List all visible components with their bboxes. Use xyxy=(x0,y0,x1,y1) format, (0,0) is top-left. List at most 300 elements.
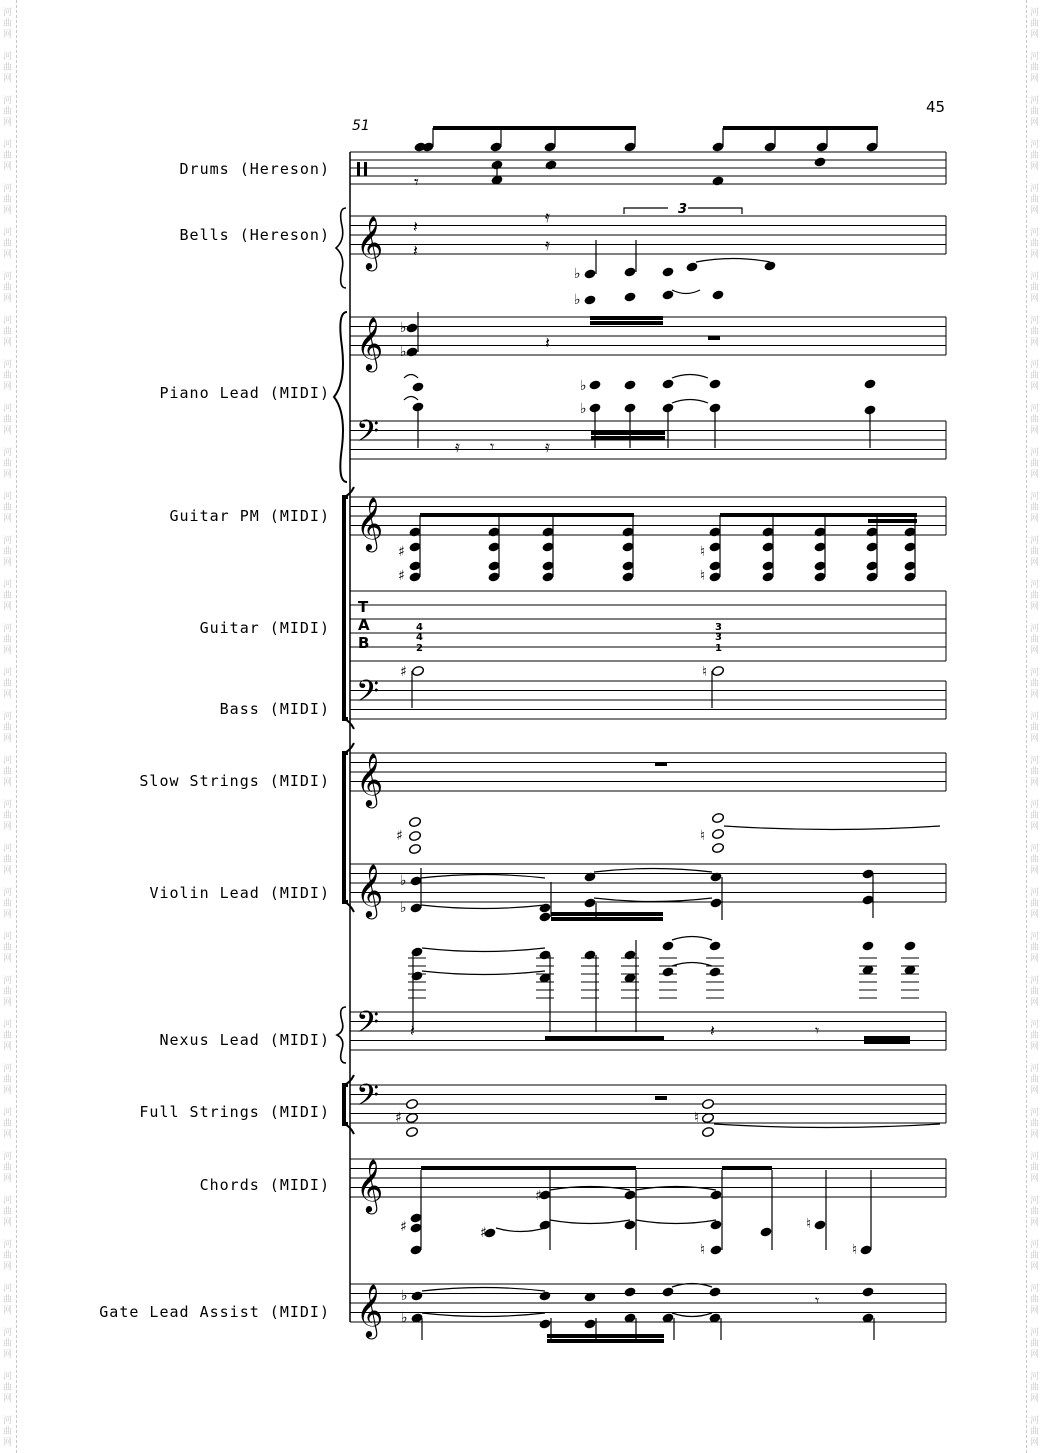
watermark-glyph: 曲 xyxy=(1030,107,1040,117)
watermark-glyph: 网 xyxy=(1030,690,1040,700)
note-beam xyxy=(868,519,917,523)
flat-icon: ♭ xyxy=(401,1310,408,1326)
watermark-glyph: 网 xyxy=(3,690,13,700)
watermark-glyph: 网 xyxy=(1030,1350,1040,1360)
quarter-rest-icon: 𝄽 xyxy=(710,1021,715,1040)
tie xyxy=(422,971,545,975)
watermark-glyph: 曲 xyxy=(3,1427,13,1437)
watermark-glyph: 曲 xyxy=(1030,327,1040,337)
watermark-glyph: 网 xyxy=(1030,206,1040,216)
watermark-glyph: 曲 xyxy=(3,1383,13,1393)
watermark-glyph: 曲 xyxy=(3,1075,13,1085)
whole-rest-icon xyxy=(655,762,667,766)
watermark-glyph: 曲 xyxy=(3,63,13,73)
watermark-glyph: 河 xyxy=(3,8,13,18)
watermark-glyph: 网 xyxy=(3,1394,13,1404)
treble-clef-icon: 𝄞 xyxy=(356,496,384,550)
watermark-glyph: 河 xyxy=(3,360,13,370)
notehead xyxy=(813,156,826,167)
note-beam xyxy=(864,1040,910,1044)
watermark-glyph: 网 xyxy=(1030,250,1040,260)
watermark-glyph: 曲 xyxy=(3,1295,13,1305)
watermark-glyph: 河 xyxy=(3,712,13,722)
watermark-glyph: 网 xyxy=(1030,558,1040,568)
instrument-label-full-strings: Full Strings (MIDI) xyxy=(139,1103,330,1121)
whole-rest-icon xyxy=(655,1096,667,1100)
note-beam xyxy=(864,1036,910,1040)
watermark-glyph: 网 xyxy=(3,426,13,436)
watermark-glyph: 网 xyxy=(3,338,13,348)
watermark-glyph: 河 xyxy=(1030,272,1040,282)
watermark-glyph: 网 xyxy=(3,382,13,392)
flat-icon: ♭ xyxy=(401,1288,408,1304)
watermark-glyph: 曲 xyxy=(1030,1075,1040,1085)
watermark-glyph: 网 xyxy=(1030,866,1040,876)
watermark-glyph: 网 xyxy=(1030,602,1040,612)
sharp-icon: ♯ xyxy=(395,1110,402,1126)
watermark-glyph: 河 xyxy=(1030,580,1040,590)
watermark-glyph: 河 xyxy=(3,932,13,942)
notehead xyxy=(588,379,601,390)
bass-clef-icon: 𝄢 xyxy=(356,415,380,456)
watermark-glyph: 曲 xyxy=(3,1163,13,1173)
watermark-glyph: 曲 xyxy=(1030,283,1040,293)
watermark-glyph: 曲 xyxy=(3,19,13,29)
instrument-label-chords: Chords (MIDI) xyxy=(199,1176,330,1194)
watermark-glyph: 网 xyxy=(3,206,13,216)
watermark-glyph: 曲 xyxy=(3,107,13,117)
tie xyxy=(594,869,712,873)
watermark-glyph: 曲 xyxy=(3,239,13,249)
tab-letter-a: A xyxy=(358,616,370,634)
watermark-glyph: 曲 xyxy=(1030,679,1040,689)
tie xyxy=(696,259,770,263)
watermark-glyph: 曲 xyxy=(3,1251,13,1261)
watermark-glyph: 曲 xyxy=(3,459,13,469)
eighth-rest-icon: 𝄾 xyxy=(815,1291,820,1310)
watermark-glyph: 曲 xyxy=(1030,1031,1040,1041)
notehead xyxy=(701,1098,714,1109)
notehead xyxy=(863,378,876,389)
notehead xyxy=(405,346,418,357)
sharp-icon: ♯ xyxy=(396,828,403,844)
watermark-glyph: 河 xyxy=(1030,1240,1040,1250)
watermark-glyph: 河 xyxy=(3,624,13,634)
watermark-glyph: 曲 xyxy=(3,1119,13,1129)
watermark-glyph: 河 xyxy=(3,1064,13,1074)
tie xyxy=(636,1220,716,1224)
sharp-icon: ♯ xyxy=(480,1225,487,1241)
notehead xyxy=(583,949,596,960)
watermark-glyph: 网 xyxy=(1030,1042,1040,1052)
notehead xyxy=(708,940,721,951)
watermark-glyph: 曲 xyxy=(1030,1383,1040,1393)
watermark-glyph: 曲 xyxy=(3,1207,13,1217)
watermark-glyph: 曲 xyxy=(1030,767,1040,777)
tie xyxy=(672,375,708,379)
watermark-glyph: 河 xyxy=(3,580,13,590)
watermark-glyph: 网 xyxy=(3,1262,13,1272)
notehead xyxy=(623,949,636,960)
watermark-glyph: 网 xyxy=(3,1042,13,1052)
treble-clef-icon: 𝄞 xyxy=(356,863,384,917)
flat-icon: ♭ xyxy=(580,401,587,417)
instrument-label-slow-strings: Slow Strings (MIDI) xyxy=(139,772,330,790)
watermark-glyph: 网 xyxy=(1030,294,1040,304)
instrument-label-piano: Piano Lead (MIDI) xyxy=(159,384,330,402)
watermark-glyph: 河 xyxy=(1030,8,1040,18)
watermark-glyph: 河 xyxy=(1030,404,1040,414)
watermark-glyph: 河 xyxy=(1030,536,1040,546)
watermark-glyph: 曲 xyxy=(3,635,13,645)
watermark-glyph: 网 xyxy=(1030,426,1040,436)
watermark-glyph: 曲 xyxy=(1030,811,1040,821)
notehead xyxy=(813,1219,826,1230)
treble-clef-icon: 𝄞 xyxy=(356,316,384,370)
natural-icon: ♮ xyxy=(852,1242,858,1258)
watermark-glyph: 河 xyxy=(1030,624,1040,634)
watermark-glyph: 网 xyxy=(3,74,13,84)
watermark-glyph: 河 xyxy=(3,184,13,194)
watermark-glyph: 河 xyxy=(1030,448,1040,458)
watermark-glyph: 曲 xyxy=(3,767,13,777)
notehead xyxy=(623,266,636,277)
instrument-label-bass: Bass (MIDI) xyxy=(219,700,330,718)
notehead xyxy=(661,378,674,389)
watermark-glyph: 河 xyxy=(1030,1328,1040,1338)
watermark-glyph: 网 xyxy=(3,30,13,40)
tie xyxy=(422,948,545,952)
watermark-glyph: 网 xyxy=(1030,778,1040,788)
watermark-glyph: 河 xyxy=(1030,844,1040,854)
notehead xyxy=(405,1126,418,1137)
watermark-glyph: 曲 xyxy=(1030,239,1040,249)
watermark-glyph: 河 xyxy=(1030,668,1040,678)
watermark-glyph: 曲 xyxy=(3,679,13,689)
watermark-glyph: 网 xyxy=(3,558,13,568)
percussion-clef-icon xyxy=(357,162,360,176)
notehead xyxy=(661,940,674,951)
instrument-label-bells: Bells (Hereson) xyxy=(179,226,330,244)
watermark-glyph: 网 xyxy=(1030,338,1040,348)
watermark-glyph: 曲 xyxy=(3,195,13,205)
sixteenth-rest-icon: 𝄿 xyxy=(545,207,550,226)
quarter-rest-icon: 𝄽 xyxy=(413,241,418,260)
watermark-glyph: 网 xyxy=(1030,954,1040,964)
notehead xyxy=(685,261,698,272)
notehead xyxy=(708,378,721,389)
natural-icon: ♮ xyxy=(700,544,706,560)
watermark-glyph: 河 xyxy=(3,96,13,106)
watermark-glyph: 曲 xyxy=(1030,1119,1040,1129)
notehead xyxy=(408,843,421,854)
watermark-glyph: 网 xyxy=(3,822,13,832)
natural-icon: ♮ xyxy=(700,828,706,844)
watermark-glyph: 网 xyxy=(3,1218,13,1228)
watermark-glyph: 网 xyxy=(3,1306,13,1316)
watermark-glyph: 网 xyxy=(1030,1438,1040,1448)
watermark-glyph: 网 xyxy=(1030,998,1040,1008)
watermark-glyph: 河 xyxy=(1030,96,1040,106)
watermark-glyph: 曲 xyxy=(3,723,13,733)
watermark-glyph: 网 xyxy=(1030,822,1040,832)
brace-piano xyxy=(334,312,347,482)
natural-icon: ♮ xyxy=(806,1216,812,1232)
watermark-glyph: 网 xyxy=(1030,734,1040,744)
watermark-glyph: 网 xyxy=(1030,1306,1040,1316)
watermark-glyph: 网 xyxy=(3,866,13,876)
instrument-label-drums: Drums (Hereson) xyxy=(179,160,330,178)
natural-icon: ♮ xyxy=(694,1110,700,1126)
watermark-glyph: 网 xyxy=(3,294,13,304)
notehead xyxy=(709,1189,722,1200)
notehead xyxy=(861,940,874,951)
watermark-glyph: 网 xyxy=(3,1086,13,1096)
watermark-glyph: 网 xyxy=(1030,646,1040,656)
watermark-glyph: 河 xyxy=(3,1416,13,1426)
note-beam xyxy=(723,126,878,130)
notehead xyxy=(411,381,424,392)
watermark-glyph: 网 xyxy=(3,778,13,788)
eighth-rest-icon: 𝄾 xyxy=(414,172,419,193)
notehead xyxy=(661,289,674,300)
watermark-glyph: 河 xyxy=(3,228,13,238)
watermark-glyph: 河 xyxy=(1030,1064,1040,1074)
note-beam xyxy=(433,126,636,130)
watermark-glyph: 网 xyxy=(1030,1394,1040,1404)
watermark-glyph: 曲 xyxy=(3,899,13,909)
tie xyxy=(404,397,418,401)
sharp-icon: ♯ xyxy=(400,664,407,680)
notehead xyxy=(405,1112,418,1123)
tie xyxy=(672,1313,712,1317)
notehead xyxy=(903,940,916,951)
tie xyxy=(672,400,708,404)
watermark-glyph: 河 xyxy=(3,976,13,986)
watermark-glyph: 网 xyxy=(1030,470,1040,480)
watermark-glyph: 曲 xyxy=(3,371,13,381)
watermark-glyph: 河 xyxy=(1030,52,1040,62)
watermark-glyph: 网 xyxy=(1030,1086,1040,1096)
brace-nexus xyxy=(337,1007,346,1063)
notehead xyxy=(411,665,424,676)
watermark-glyph: 曲 xyxy=(1030,943,1040,953)
brace-bells xyxy=(336,208,346,288)
tie xyxy=(422,1313,545,1317)
watermark-glyph: 河 xyxy=(1030,800,1040,810)
flat-icon: ♭ xyxy=(400,320,407,336)
instrument-label-guitar-pm: Guitar PM (MIDI) xyxy=(169,507,330,525)
notehead xyxy=(711,828,724,839)
watermark-glyph: 曲 xyxy=(3,1339,13,1349)
sharp-icon: ♯ xyxy=(398,544,405,560)
measure-number: 51 xyxy=(352,118,370,134)
bass-clef-icon: 𝄢 xyxy=(356,1079,380,1120)
watermark-glyph: 河 xyxy=(1030,756,1040,766)
quarter-rest-icon: 𝄽 xyxy=(413,217,418,236)
notehead xyxy=(623,1189,636,1200)
note-beam xyxy=(547,1334,664,1338)
treble-clef-icon: 𝄞 xyxy=(356,1158,384,1212)
notehead xyxy=(623,379,636,390)
quarter-rest-icon: 𝄽 xyxy=(410,1021,415,1040)
notehead xyxy=(708,966,721,977)
watermark-glyph: 网 xyxy=(1030,1174,1040,1184)
watermark-glyph: 曲 xyxy=(1030,547,1040,557)
watermark-glyph: 河 xyxy=(1030,184,1040,194)
watermark-glyph: 网 xyxy=(1030,1262,1040,1272)
watermark-glyph: 河 xyxy=(3,536,13,546)
notehead xyxy=(861,1286,874,1297)
eighth-rest-icon: 𝄾 xyxy=(490,437,495,456)
treble-clef-icon: 𝄞 xyxy=(356,215,384,269)
watermark-glyph: 曲 xyxy=(1030,987,1040,997)
notehead xyxy=(408,816,421,827)
watermark-glyph: 河 xyxy=(3,844,13,854)
watermark-glyph: 河 xyxy=(3,1196,13,1206)
tie xyxy=(672,963,712,967)
natural-icon: ♮ xyxy=(702,664,708,680)
notehead xyxy=(701,1126,714,1137)
bass-clef-icon: 𝄢 xyxy=(356,675,380,716)
notehead xyxy=(759,1226,772,1237)
notehead xyxy=(711,289,724,300)
watermark-glyph: 网 xyxy=(3,1350,13,1360)
watermark-glyph: 网 xyxy=(1030,74,1040,84)
tab-letter-b: B xyxy=(358,634,370,652)
notehead xyxy=(583,1318,596,1329)
watermark-glyph: 曲 xyxy=(1030,899,1040,909)
note-beam xyxy=(421,1166,636,1170)
watermark-glyph: 河 xyxy=(1030,360,1040,370)
sharp-icon: ♯ xyxy=(398,568,405,584)
group-bracket xyxy=(344,753,348,902)
watermark-glyph: 河 xyxy=(3,668,13,678)
watermark-glyph: 曲 xyxy=(1030,1295,1040,1305)
watermark-glyph: 曲 xyxy=(1030,195,1040,205)
watermark-glyph: 网 xyxy=(3,954,13,964)
watermark-glyph: 河 xyxy=(1030,316,1040,326)
watermark-glyph: 曲 xyxy=(1030,1251,1040,1261)
watermark-glyph: 网 xyxy=(3,118,13,128)
watermark-glyph: 网 xyxy=(1030,382,1040,392)
watermark-glyph: 河 xyxy=(1030,1284,1040,1294)
notehead xyxy=(538,1290,551,1301)
sharp-icon: ♯ xyxy=(535,1188,542,1204)
watermark-glyph: 河 xyxy=(3,800,13,810)
notehead xyxy=(661,1286,674,1297)
treble-clef-icon: 𝄞 xyxy=(356,752,384,806)
watermark-glyph: 网 xyxy=(1030,118,1040,128)
instrument-label-guitar: Guitar (MIDI) xyxy=(199,619,330,637)
watermark-glyph: 曲 xyxy=(1030,1163,1040,1173)
tab-fret-1-string-5: 2 xyxy=(416,643,423,654)
watermark-glyph: 河 xyxy=(3,272,13,282)
watermark-glyph: 网 xyxy=(1030,30,1040,40)
notehead xyxy=(405,322,418,333)
page-number: 45 xyxy=(926,98,946,116)
watermark-glyph: 河 xyxy=(1030,492,1040,502)
notehead xyxy=(583,294,596,305)
tab-fret-2-string-4: 3 xyxy=(715,632,722,643)
watermark-glyph: 网 xyxy=(3,1174,13,1184)
watermark-glyph: 网 xyxy=(1030,1218,1040,1228)
watermark-glyph: 河 xyxy=(1030,1416,1040,1426)
watermark-glyph: 网 xyxy=(3,646,13,656)
watermark-glyph: 网 xyxy=(1030,514,1040,524)
notehead xyxy=(708,1286,721,1297)
watermark-glyph: 河 xyxy=(1030,888,1040,898)
tie xyxy=(672,937,712,941)
note-beam xyxy=(420,513,634,517)
tab-fret-1-string-4: 4 xyxy=(416,632,423,643)
watermark-glyph: 河 xyxy=(1030,976,1040,986)
tie xyxy=(422,1288,545,1292)
notehead xyxy=(413,141,426,152)
watermark-glyph: 网 xyxy=(3,602,13,612)
whole-rest-icon xyxy=(708,336,720,340)
notehead xyxy=(711,665,724,676)
notehead xyxy=(538,911,551,922)
watermark-glyph: 网 xyxy=(3,734,13,744)
watermark-glyph: 河 xyxy=(1030,1372,1040,1382)
watermark-glyph: 曲 xyxy=(3,503,13,513)
watermark-glyph: 曲 xyxy=(1030,19,1040,29)
watermark-glyph: 河 xyxy=(1030,1108,1040,1118)
watermark-glyph: 曲 xyxy=(1030,151,1040,161)
watermark-glyph: 曲 xyxy=(1030,503,1040,513)
notehead xyxy=(623,291,636,302)
watermark-glyph: 河 xyxy=(3,52,13,62)
note-beam xyxy=(720,513,917,517)
watermark-glyph: 网 xyxy=(1030,162,1040,172)
watermark-glyph: 网 xyxy=(1030,910,1040,920)
watermark-glyph: 曲 xyxy=(3,591,13,601)
watermark-glyph: 网 xyxy=(3,998,13,1008)
notehead xyxy=(711,812,724,823)
notehead xyxy=(709,1244,722,1255)
instrument-label-nexus: Nexus Lead (MIDI) xyxy=(159,1031,330,1049)
watermark-glyph: 曲 xyxy=(1030,415,1040,425)
notehead xyxy=(538,902,551,913)
notehead xyxy=(583,897,596,908)
watermark-glyph: 河 xyxy=(3,1152,13,1162)
watermark-glyph: 曲 xyxy=(3,987,13,997)
watermark-glyph: 河 xyxy=(3,140,13,150)
flat-icon: ♭ xyxy=(574,292,581,308)
tie xyxy=(714,1124,940,1128)
watermark-glyph: 河 xyxy=(3,1372,13,1382)
tie xyxy=(404,375,418,379)
note-beam xyxy=(590,321,663,325)
group-bracket xyxy=(344,1085,348,1124)
notehead xyxy=(538,1318,551,1329)
watermark-glyph: 网 xyxy=(3,250,13,260)
watermark-glyph: 河 xyxy=(3,1240,13,1250)
flat-icon: ♭ xyxy=(400,344,407,360)
tie xyxy=(421,905,545,909)
tie xyxy=(421,875,545,879)
notehead xyxy=(408,830,421,841)
watermark-glyph: 河 xyxy=(3,404,13,414)
notehead xyxy=(410,1290,423,1301)
watermark-glyph: 网 xyxy=(1030,1130,1040,1140)
watermark-glyph: 网 xyxy=(3,910,13,920)
flat-icon: ♭ xyxy=(400,900,407,916)
watermark-glyph: 河 xyxy=(3,888,13,898)
sixteenth-rest-icon: 𝄿 xyxy=(455,437,460,456)
watermark-glyph: 河 xyxy=(3,1328,13,1338)
